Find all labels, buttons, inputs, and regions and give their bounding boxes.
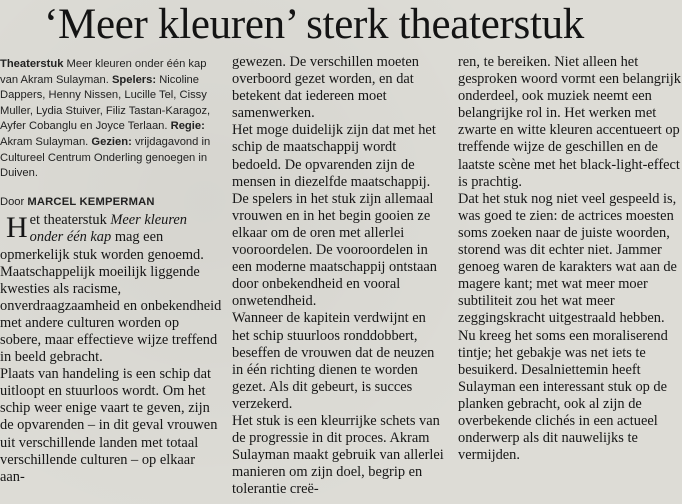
paragraph-text: mag een opmerkelijk stuk worden genoemd. Maatschappelijk moeilijk liggende kwesties als racisme, onverdraagzaamheid en onbekendheid met andere culturen worden op sobere, maar effectieve wijze treffend in beeld gebracht. — [0, 229, 222, 366]
headline: ‘Meer kleuren’ sterk theaterstuk — [44, 1, 584, 48]
paragraph: ren, te bereiken. Niet alleen het gesproken woord vormt een belangrijk onderdeel, ook muziek neemt een belangrijke rol in. Het werken met zwarte en witte kleuren accentueert op treffende wijze de geschillen en de laatste scène met het black-light-effect is prachtig. — [458, 54, 681, 190]
byline-prefix: Door — [0, 195, 25, 208]
column-3 — [458, 54, 682, 504]
column-2 — [232, 54, 446, 504]
text-gezien: vrijdagavond in Cultureel Centrum Onderling genoegen in Duiven. — [0, 135, 211, 180]
text-spelers: Nicoline Dappers, Henny Nissen, Lucille Tel, Cissy Muller, Lydia Stuiver, Filiz Tastan-Karagoz, Ayfer Cobanglu en Joyce Terlaan. — [0, 73, 211, 133]
label-gezien: Gezien: — [91, 135, 132, 148]
byline — [0, 195, 222, 211]
label-regie: Regie: — [170, 120, 205, 133]
drop-cap: H — [6, 211, 28, 245]
production-info — [0, 57, 222, 182]
play-title: Meer kleuren onder één kap — [29, 212, 187, 246]
paragraph — [0, 212, 222, 366]
paragraph-text: et theaterstuk — [29, 212, 107, 229]
column-1 — [0, 54, 222, 504]
paragraph: gewezen. De verschillen moeten overboord gezet worden, en dat betekent dat iedereen moet samenwerken. — [232, 54, 419, 122]
column-1-body — [0, 212, 222, 486]
label-spelers: Spelers: — [111, 73, 157, 86]
text-regie: Akram Sulayman. — [0, 135, 89, 148]
paragraph: Het stuk is een kleurrijke schets van de progressie in dit proces. Akram Sulayman maakt gebruik van allerlei manieren om zijn doel, begrip en tolerantie creë- — [232, 412, 444, 498]
paragraph: Plaats van handeling is een schip dat uitloopt en stuurloos wordt. Om het schip weer enige vaart te geven, zijn de opvarenden – in dit geval vrouwen uit verschillende landen met totaal verschillende culturen – op elkaar aan- — [0, 366, 218, 485]
paragraph: Dat het stuk nog niet veel gespeeld is, was goed te zien: de actrices moesten soms zoeken naar de juiste woorden, storend was dit echter niet. Jammer genoeg waren de karakters wat aan de magere kant; met wat meer moer subtiliteit zou het wat meer zeggingskracht uitgestraald hebben. Nu kreeg het soms een moraliserend tintje; het gebakje was net iets te besuikerd. Desalniettemin heeft Sulayman een interessant stuk op de planken gebracht, ook al zijn de overbekende clichés in een actueel onderwerp als dit nauwelijks te vermijden. — [458, 190, 677, 464]
byline-author: MARCEL KEMPERMAN — [27, 195, 155, 208]
paragraph: Wanneer de kapitein verdwijnt en het schip stuurloos ronddobbert, beseffen de vrouwen dat de neuzen in één richting dienen te worden gezet. Als dit gebeurt, is succes verzekerd. — [232, 310, 435, 412]
paragraph: Het moge duidelijk zijn dat met het schip de maatschappij wordt bedoeld. De opvarenden zijn de mensen in diezelfde maatschappij. De spelers in het stuk zijn allemaal vrouwen en in het begin gooien ze elkaar om de oren met allerlei vooroordelen. De vooroordelen in een moderne maatschappij ontstaan door onbekendheid en vooral onwetendheid. — [232, 122, 437, 310]
text-theaterstuk: Meer kleuren onder één kap van Akram Sulayman. — [0, 58, 207, 86]
label-theaterstuk: Theaterstuk — [0, 58, 64, 70]
